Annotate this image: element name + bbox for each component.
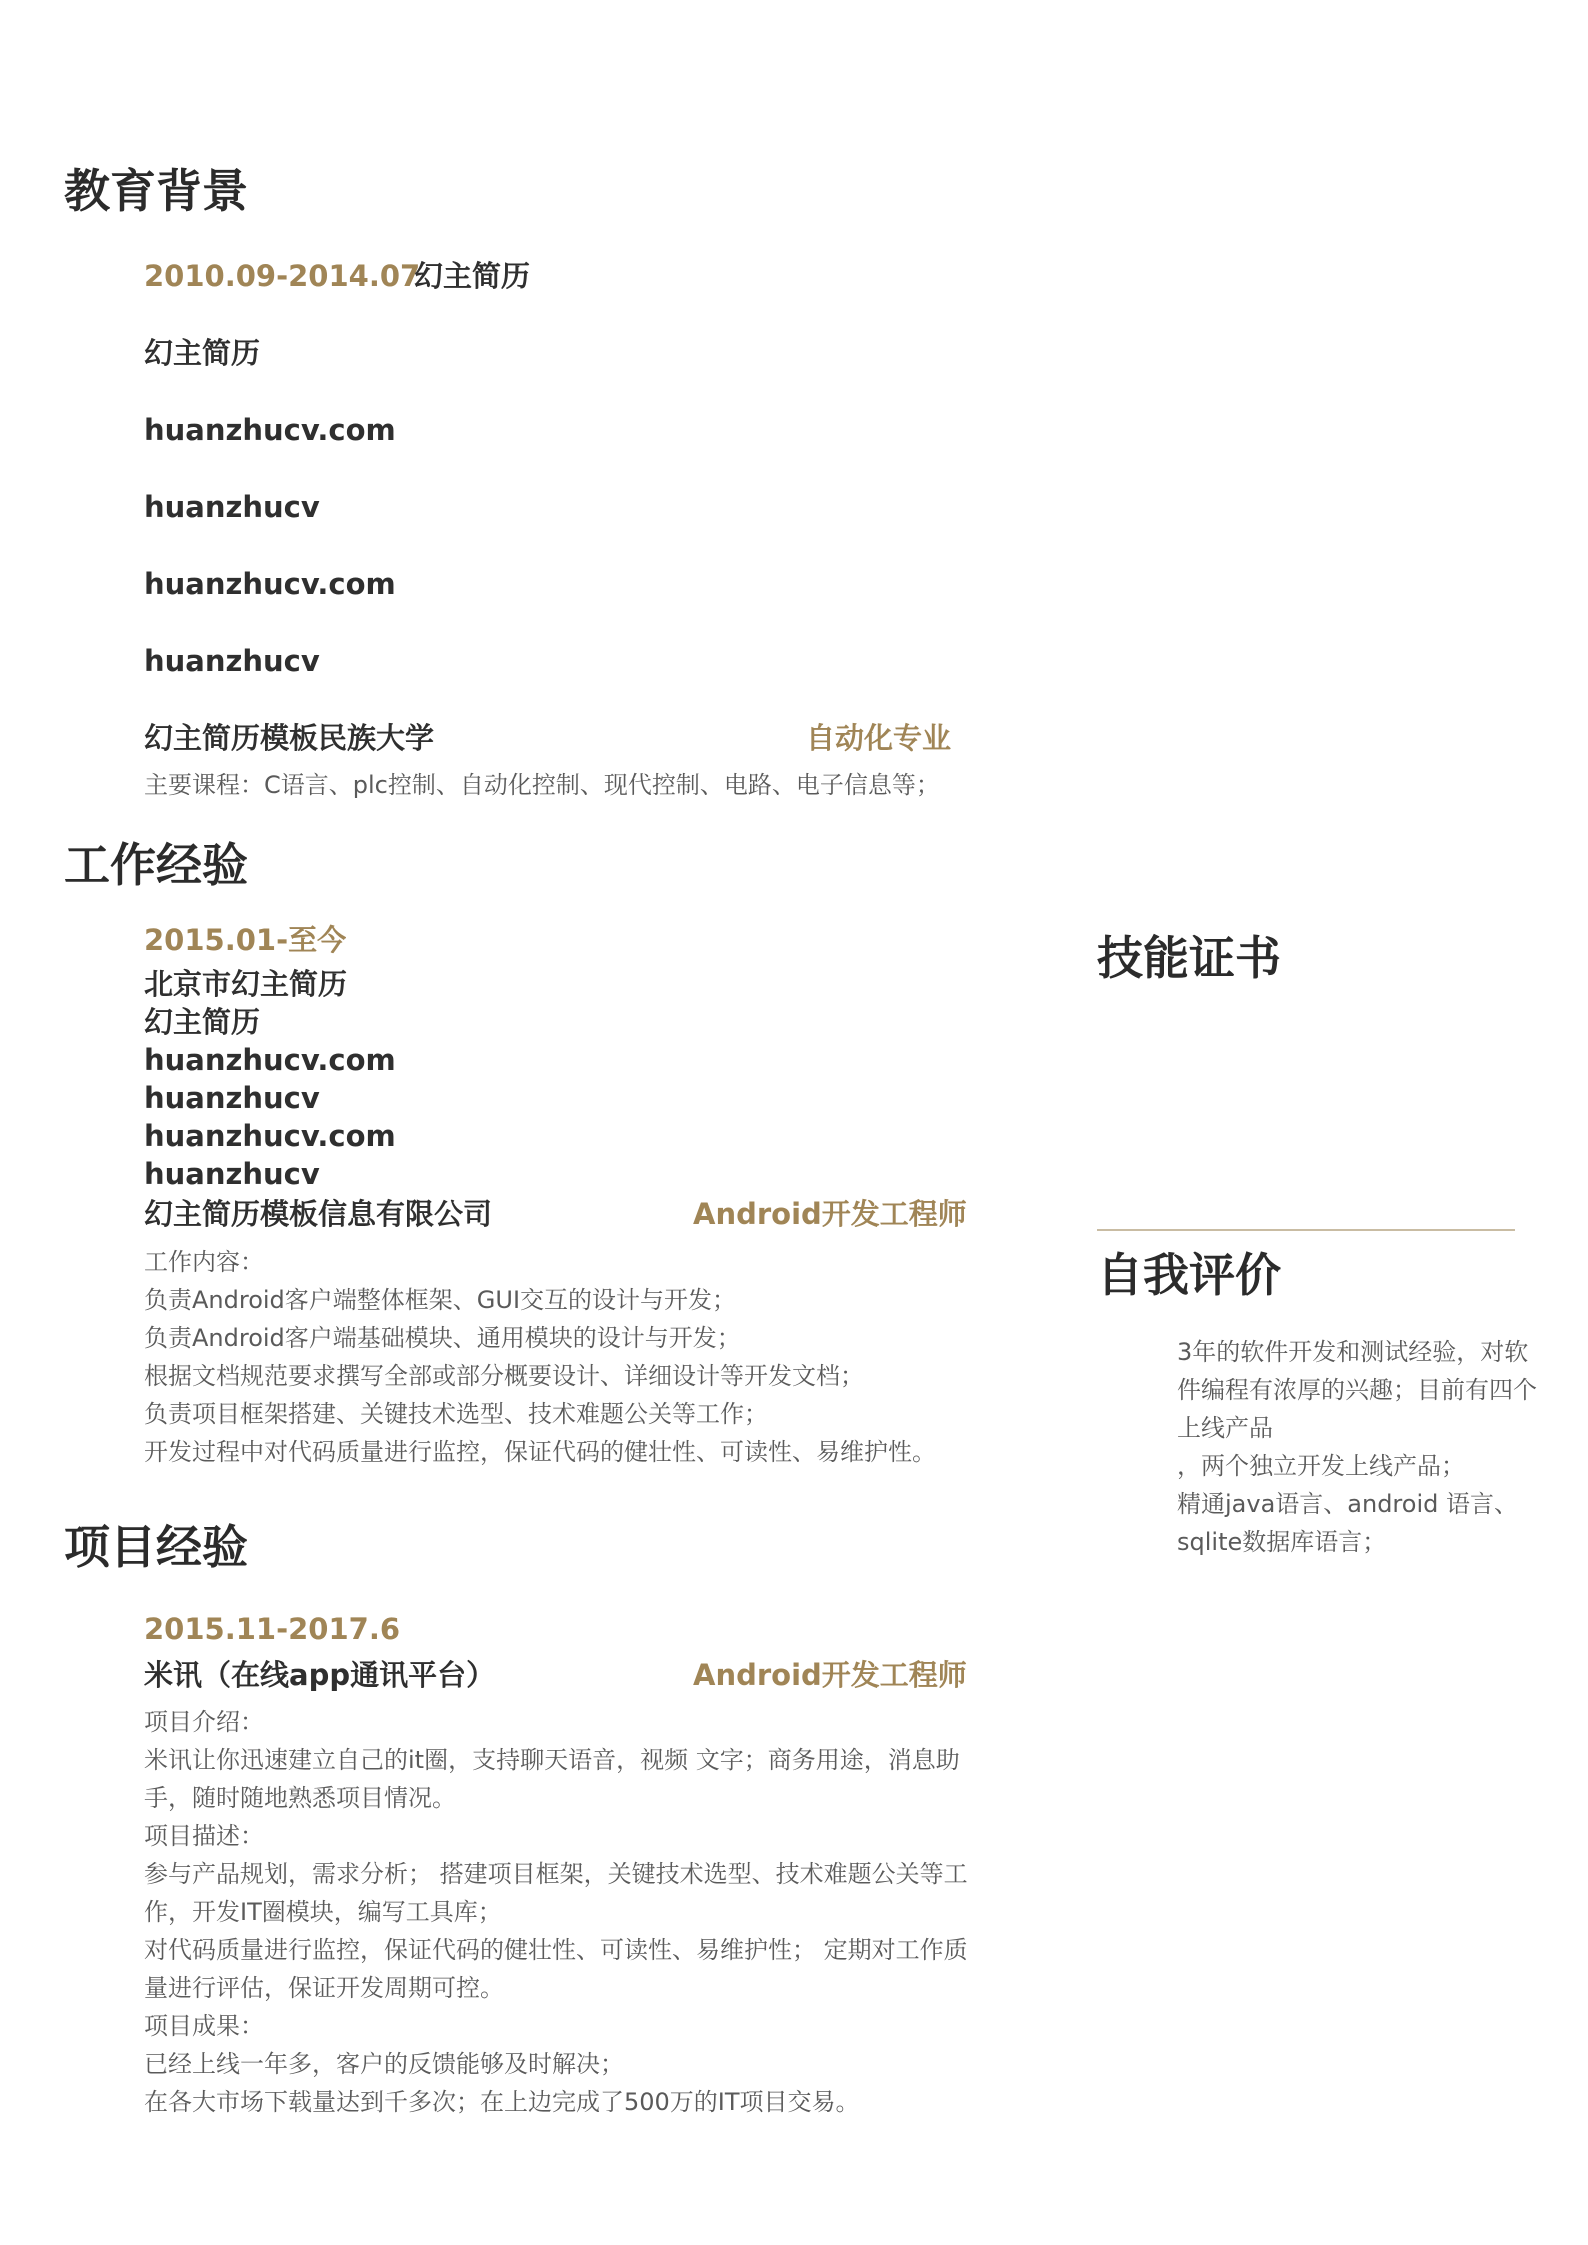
- project-result-label: 项目成果：: [144, 2012, 264, 2040]
- self-eval-title: 自我评价: [1097, 1248, 1281, 1302]
- education-line: huanzhucv: [144, 644, 320, 678]
- project-desc-label: 项目描述：: [144, 1822, 264, 1850]
- project-result-line: 已经上线一年多，客户的反馈能够及时解决；: [144, 2050, 624, 2078]
- self-eval-line: 件编程有浓厚的兴趣；目前有四个: [1177, 1376, 1537, 1404]
- self-eval-text: [1177, 1333, 1537, 1561]
- project-period: 2015.11-2017.6: [144, 1612, 401, 1646]
- project-details: [144, 1703, 968, 2121]
- project-intro-label: 项目介绍：: [144, 1708, 264, 1736]
- work-content-item: 负责项目框架搭建、关键技术选型、技术难题公关等工作；: [144, 1400, 768, 1428]
- project-position: Android开发工程师: [693, 1658, 967, 1692]
- project-name: 米讯（在线app通讯平台）: [144, 1658, 496, 1692]
- education-major: 自动化专业: [806, 721, 952, 755]
- work-content-item: 负责Android客户端基础模块、通用模块的设计与开发；: [144, 1324, 741, 1352]
- courses-text: 主要课程：C语言、plc控制、自动化控制、现代控制、电路、电子信息等；: [144, 771, 940, 799]
- self-eval-line: sqlite数据库语言；: [1177, 1528, 1387, 1556]
- education-title: 教育背景: [64, 164, 248, 218]
- self-eval-line: ，两个独立开发上线产品；: [1177, 1452, 1465, 1480]
- work-content-item: 开发过程中对代码质量进行监控，保证代码的健壮性、可读性、易维护性。: [144, 1438, 936, 1466]
- project-desc-line: 参与产品规划，需求分析； 搭建项目框架，关键技术选型、技术难题公关等工: [144, 1860, 968, 1888]
- work-content-item: 负责Android客户端整体框架、GUI交互的设计与开发；: [144, 1286, 737, 1314]
- education-line: huanzhucv: [144, 490, 320, 524]
- self-eval-line: 精通java语言、android 语言、: [1177, 1490, 1518, 1518]
- project-result-line: 在各大市场下载量达到千多次；在上边完成了500万的IT项目交易。: [144, 2088, 860, 2116]
- work-line: huanzhucv: [144, 1157, 320, 1191]
- work-line: huanzhucv.com: [144, 1119, 396, 1153]
- education-line: huanzhucv.com: [144, 567, 396, 601]
- work-content: [144, 1243, 936, 1471]
- education-period: 2010.09-2014.07: [144, 259, 421, 293]
- project-desc-line: 作，开发IT圈模块，编写工具库；: [144, 1898, 502, 1926]
- section-divider: [1097, 1229, 1515, 1231]
- education-school: 幻主简历模板民族大学: [144, 721, 435, 755]
- education-courses: [144, 766, 940, 804]
- work-content-label: 工作内容：: [144, 1248, 264, 1276]
- education-line: huanzhucv.com: [144, 413, 396, 447]
- work-line: 北京市幻主简历: [144, 967, 348, 1001]
- project-desc-line: 量进行评估，保证开发周期可控。: [144, 1974, 504, 2002]
- skills-title: 技能证书: [1097, 931, 1281, 985]
- work-period: 2015.01-至今: [144, 923, 347, 957]
- work-line: 幻主简历: [144, 1005, 261, 1039]
- work-position: Android开发工程师: [693, 1197, 967, 1231]
- project-title: 项目经验: [64, 1520, 248, 1574]
- project-intro-line: 米讯让你迅速建立自己的it圈，支持聊天语音，视频 文字；商务用途，消息助: [144, 1746, 960, 1774]
- work-title: 工作经验: [64, 838, 248, 892]
- work-content-item: 根据文档规范要求撰写全部或部分概要设计、详细设计等开发文档；: [144, 1362, 864, 1390]
- work-line: huanzhucv: [144, 1081, 320, 1115]
- self-eval-line: 上线产品: [1177, 1414, 1273, 1442]
- project-desc-line: 对代码质量进行监控，保证代码的健壮性、可读性、易维护性； 定期对工作质: [144, 1936, 968, 1964]
- work-company: 幻主简历模板信息有限公司: [144, 1197, 493, 1231]
- education-line: 幻主简历: [144, 336, 261, 370]
- project-intro-line: 手，随时随地熟悉项目情况。: [144, 1784, 456, 1812]
- self-eval-line: 3年的软件开发和测试经验，对软: [1177, 1338, 1529, 1366]
- education-school-head: 幻主简历: [414, 259, 531, 293]
- work-line: huanzhucv.com: [144, 1043, 396, 1077]
